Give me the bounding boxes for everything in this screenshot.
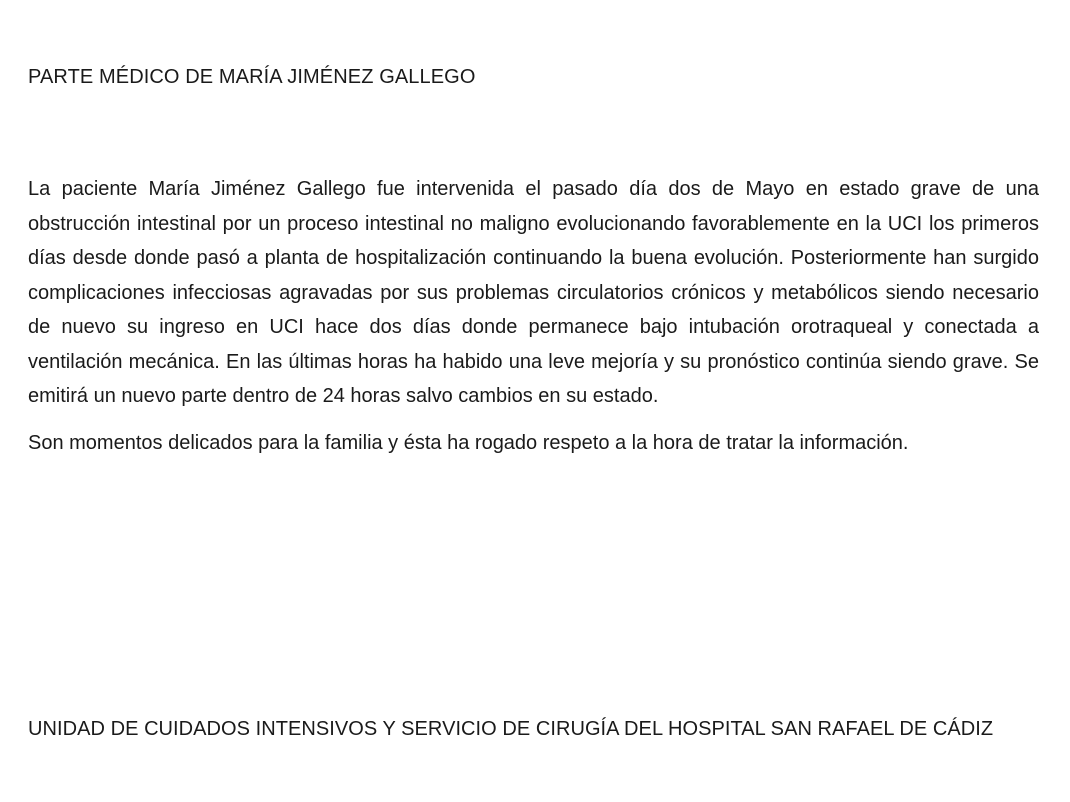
document-title: PARTE MÉDICO DE MARÍA JIMÉNEZ GALLEGO: [28, 66, 476, 88]
body-paragraph: La paciente María Jiménez Gallego fue intervenida el pasado día dos de Mayo en estado grave de una obstrucción intestinal por un proceso intestinal no maligno evolucionando favorablemente en la UCI los primeros días desde donde pasó a planta de hospitalización continuando la buena evolución. Posteriormente han surgido complicaciones infecciosas agravadas por sus problemas circulatorios crónicos y metabólicos siendo necesario de nuevo su ingreso en UCI hace dos días donde permanece bajo intubación orotraqueal y conectada a ventilación mecánica. En las últimas horas ha habido una leve mejoría y su pronóstico continúa siendo grave. Se emitirá un nuevo parte dentro de 24 horas salvo cambios en su estado.: [28, 178, 1039, 407]
document-body: [28, 172, 1039, 472]
document-footer: UNIDAD DE CUIDADOS INTENSIVOS Y SERVICIO DE CIRUGÍA DEL HOSPITAL SAN RAFAEL DE CÁDIZ: [28, 718, 994, 740]
body-paragraph: Son momentos delicados para la familia y ésta ha rogado respeto a la hora de tratar la información.: [28, 431, 909, 454]
